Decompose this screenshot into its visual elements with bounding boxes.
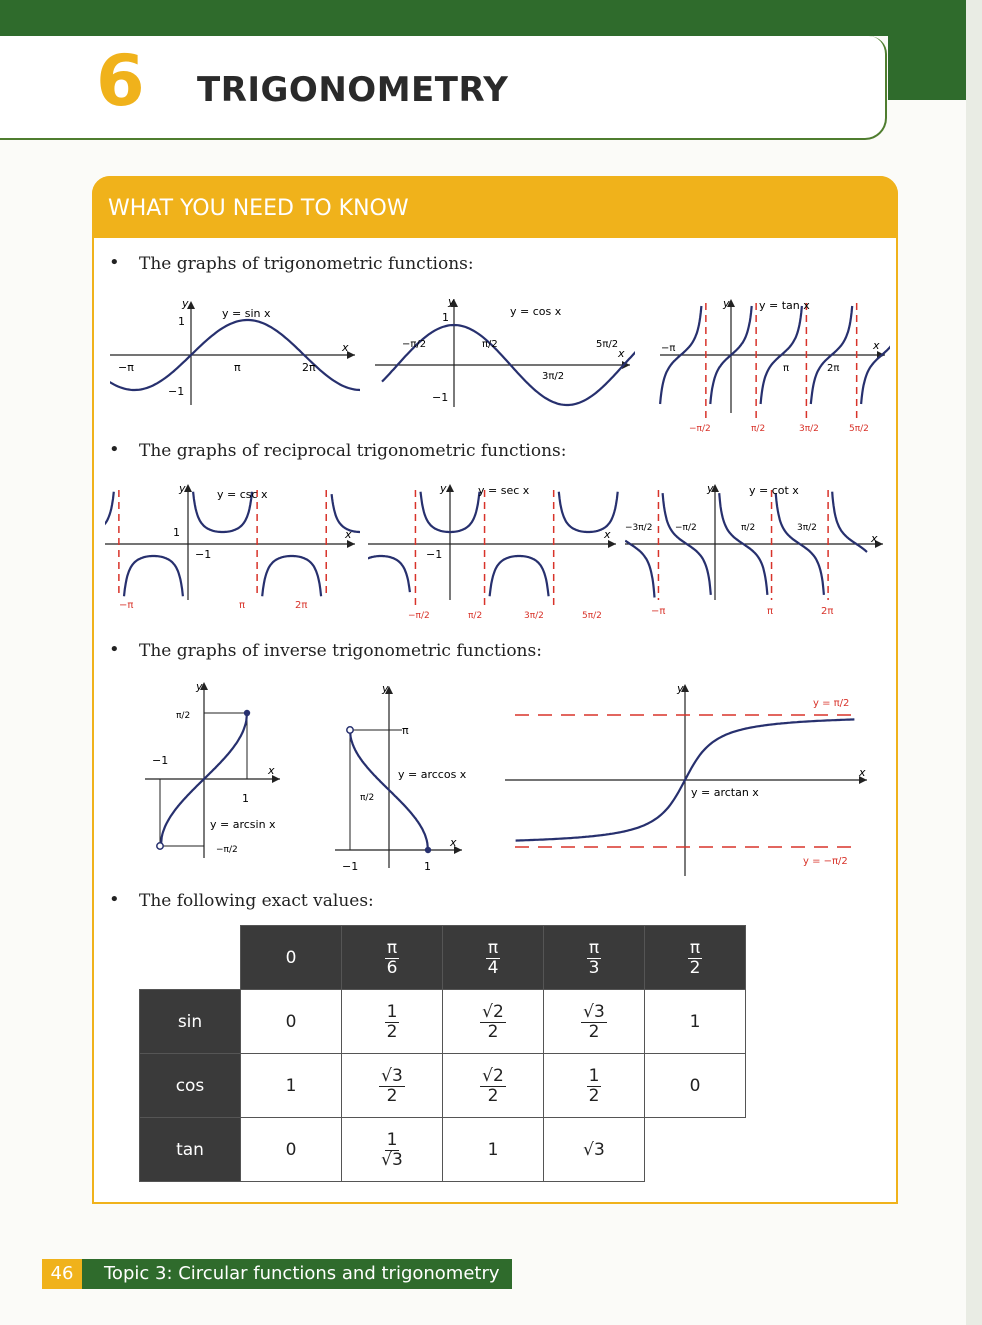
bullet-reciprocal: • The graphs of reciprocal trigonometric functions: xyxy=(109,439,567,461)
arctan-x-label: x xyxy=(859,766,866,779)
tan-tick-5pi2: 5π/2 xyxy=(849,424,869,434)
arccos-eq-label: y = arccos x xyxy=(398,768,467,781)
sec-y-label: y xyxy=(440,482,447,495)
arccos-endpoint-left xyxy=(347,727,353,733)
cot-branch-0 xyxy=(625,541,654,598)
sec-x-label: x xyxy=(604,528,611,541)
tan-tick-3pi2: 3π/2 xyxy=(799,424,819,434)
table-row-tan xyxy=(140,1118,746,1182)
sin-tick-pi: π xyxy=(234,361,241,374)
sin-pi-2: 1 xyxy=(645,990,746,1054)
sec-branch-0 xyxy=(368,556,410,592)
csc-graph xyxy=(105,480,360,615)
csc-y-label: y xyxy=(179,482,186,495)
cot-tick-pi2: π/2 xyxy=(741,523,756,533)
sin-pi-4: $\frac{√2}{2}$ xyxy=(443,990,544,1054)
arccos-graph xyxy=(330,678,490,878)
arcsin-tick-neg-pi2: −π/2 xyxy=(216,845,238,855)
sec-tick-3pi2: 3π/2 xyxy=(524,611,544,621)
row-header-cos: cos xyxy=(140,1054,241,1118)
cos-pi-2: 0 xyxy=(645,1054,746,1118)
sec-tick-pi2: π/2 xyxy=(468,611,483,621)
tan-x-label: x xyxy=(873,339,880,352)
bullet-reciprocal-text: The graphs of reciprocal trigonometric functions: xyxy=(139,441,567,461)
tan-asymptotes xyxy=(706,303,857,419)
row-header-sin: sin xyxy=(140,990,241,1054)
cot-tick-pi: π xyxy=(767,606,774,617)
table-row-cos xyxy=(140,1054,746,1118)
sin-pi-6: $\frac{1}{2}$ xyxy=(342,990,443,1054)
cot-tick-3pi2: 3π/2 xyxy=(797,523,817,533)
cos-graph xyxy=(370,295,635,410)
tan-pi-3: √3 xyxy=(544,1118,645,1182)
tan-y-label: y xyxy=(723,297,730,310)
tan-tick-2pi: 2π xyxy=(827,363,840,374)
cos-tick-neg-pi2: −π/2 xyxy=(402,339,427,350)
sin-tick-neg-pi: −π xyxy=(118,361,134,374)
sin-0: 0 xyxy=(241,990,342,1054)
csc-branch-1 xyxy=(124,556,183,596)
arccos-tick-neg1: −1 xyxy=(342,860,359,873)
bullet-exact: • The following exact values: xyxy=(109,889,374,911)
header-green-corner xyxy=(888,36,968,100)
arctan-y-label: y xyxy=(677,682,684,695)
csc-tick-1: 1 xyxy=(173,526,180,539)
sin-y-label: y xyxy=(182,297,189,310)
sec-graph xyxy=(368,480,620,625)
sin-graph xyxy=(110,295,360,410)
table-header-row xyxy=(140,926,746,990)
tan-tick-neg-pi: −π xyxy=(661,343,676,354)
cos-pi-4: $\frac{√2}{2}$ xyxy=(443,1054,544,1118)
csc-tick-neg-pi: −π xyxy=(119,600,134,611)
cos-y-label: y xyxy=(448,295,455,308)
cot-eq-label: y = cot x xyxy=(749,484,799,497)
cos-pi-6: $\frac{√3}{2}$ xyxy=(342,1054,443,1118)
angle-0: 0 xyxy=(241,926,342,990)
arcsin-y-label: y xyxy=(196,680,203,693)
arctan-eq-label: y = arctan x xyxy=(691,786,759,799)
angle-pi-3: $\frac{\pi}{3}$ xyxy=(544,926,645,990)
cot-graph xyxy=(625,480,887,620)
arctan-graph xyxy=(505,678,880,878)
cos-tick-1: 1 xyxy=(442,311,449,324)
arccos-tick-pi2: π/2 xyxy=(360,793,375,803)
bullet-trig-text: The graphs of trigonometric functions: xyxy=(139,254,474,274)
section-title: WHAT YOU NEED TO KNOW xyxy=(108,196,409,221)
csc-tick-neg1: −1 xyxy=(195,548,212,561)
cos-tick-3pi2: 3π/2 xyxy=(542,371,565,382)
arctan-asymptote-bottom-label: y = −π/2 xyxy=(803,856,848,867)
bullet-exact-text: The following exact values: xyxy=(139,891,374,911)
page-edge xyxy=(966,0,982,1325)
csc-tick-2pi: 2π xyxy=(295,600,308,611)
arccos-endpoint-right xyxy=(425,847,431,853)
sec-tick-5pi2: 5π/2 xyxy=(582,611,602,621)
arccos-y-label: y xyxy=(382,682,389,695)
arccos-tick-1: 1 xyxy=(424,860,431,873)
table-row-sin xyxy=(140,990,746,1054)
chapter-title: TRIGONOMETRY xyxy=(197,70,509,110)
cos-0: 1 xyxy=(241,1054,342,1118)
tan-0: 0 xyxy=(241,1118,342,1182)
csc-branch-0 xyxy=(105,492,114,532)
tan-pi-2-empty xyxy=(645,1118,746,1182)
exact-values-table xyxy=(139,925,746,1182)
sin-eq-label: y = sin x xyxy=(222,307,271,320)
arctan-asymptote-top-label: y = π/2 xyxy=(813,698,850,709)
cot-tick-neg-pi2: −π/2 xyxy=(675,523,697,533)
arcsin-tick-neg1: −1 xyxy=(152,754,169,767)
sin-tick-neg1: −1 xyxy=(168,385,185,398)
table-corner xyxy=(140,926,241,990)
arccos-tick-pi: π xyxy=(402,724,409,737)
cot-y-label: y xyxy=(707,482,714,495)
cot-tick-2pi: 2π xyxy=(821,606,834,617)
sin-tick-2pi: 2π xyxy=(302,361,316,374)
cos-x-label: x xyxy=(618,347,625,360)
chapter-number: 6 xyxy=(96,40,145,122)
arccos-x-label: x xyxy=(450,836,457,849)
tan-graph xyxy=(655,295,890,440)
csc-x-label: x xyxy=(345,528,352,541)
sin-tick-1: 1 xyxy=(178,315,185,328)
bullet-inverse: • The graphs of inverse trigonometric functions: xyxy=(109,639,542,661)
cot-x-label: x xyxy=(871,532,878,545)
csc-eq-label: y = csc x xyxy=(217,488,268,501)
arcsin-endpoint-bottom xyxy=(157,843,163,849)
cos-tick-pi2: π/2 xyxy=(482,339,498,350)
cos-pi-3: $\frac{1}{2}$ xyxy=(544,1054,645,1118)
sec-tick-neg1: −1 xyxy=(426,548,443,561)
tan-tick-neg-pi2: −π/2 xyxy=(689,424,711,434)
cos-tick-neg1: −1 xyxy=(432,391,449,404)
cot-tick-neg-pi: −π xyxy=(651,606,666,617)
sec-asymptotes xyxy=(415,490,620,606)
angle-pi-4: $\frac{\pi}{4}$ xyxy=(443,926,544,990)
top-bar xyxy=(0,0,982,36)
bullet-inverse-text: The graphs of inverse trigonometric functions: xyxy=(139,641,542,661)
csc-branch-3 xyxy=(262,556,321,596)
sin-pi-3: $\frac{√3}{2}$ xyxy=(544,990,645,1054)
angle-pi-2: $\frac{\pi}{2}$ xyxy=(645,926,746,990)
tan-tick-pi2: π/2 xyxy=(751,424,766,434)
angle-pi-6: $\frac{\pi}{6}$ xyxy=(342,926,443,990)
tan-pi-4: 1 xyxy=(443,1118,544,1182)
arcsin-eq-label: y = arcsin x xyxy=(210,818,276,831)
page-number: 46 xyxy=(42,1259,82,1289)
csc-branch-4 xyxy=(332,494,360,532)
cos-eq-label: y = cos x xyxy=(510,305,562,318)
arcsin-x-label: x xyxy=(268,764,275,777)
sec-branch-2 xyxy=(490,556,549,596)
tan-tick-pi: π xyxy=(783,363,790,374)
sec-eq-label: y = sec x xyxy=(478,484,530,497)
csc-tick-pi: π xyxy=(239,600,246,611)
arcsin-tick-pi2: π/2 xyxy=(176,711,191,721)
sec-branch-3 xyxy=(559,492,618,532)
footer-topic: Topic 3: Circular functions and trigonometry xyxy=(82,1259,512,1289)
sec-tick-neg-pi2: −π/2 xyxy=(408,611,430,621)
arcsin-tick-1: 1 xyxy=(242,792,249,805)
tan-eq-label: y = tan x xyxy=(759,299,810,312)
arcsin-graph xyxy=(140,678,300,863)
arcsin-endpoint-top xyxy=(244,710,250,716)
sin-x-label: x xyxy=(342,341,349,354)
csc-asymptotes xyxy=(119,490,326,596)
cot-tick-neg-3pi2: −3π/2 xyxy=(625,523,653,533)
cos-tick-5pi2: 5π/2 xyxy=(596,339,619,350)
row-header-tan: tan xyxy=(140,1118,241,1182)
bullet-trig: • The graphs of trigonometric functions: xyxy=(109,252,474,274)
cot-branch-4 xyxy=(832,492,867,552)
tan-pi-6: $\frac{1}{√3}$ xyxy=(342,1118,443,1182)
